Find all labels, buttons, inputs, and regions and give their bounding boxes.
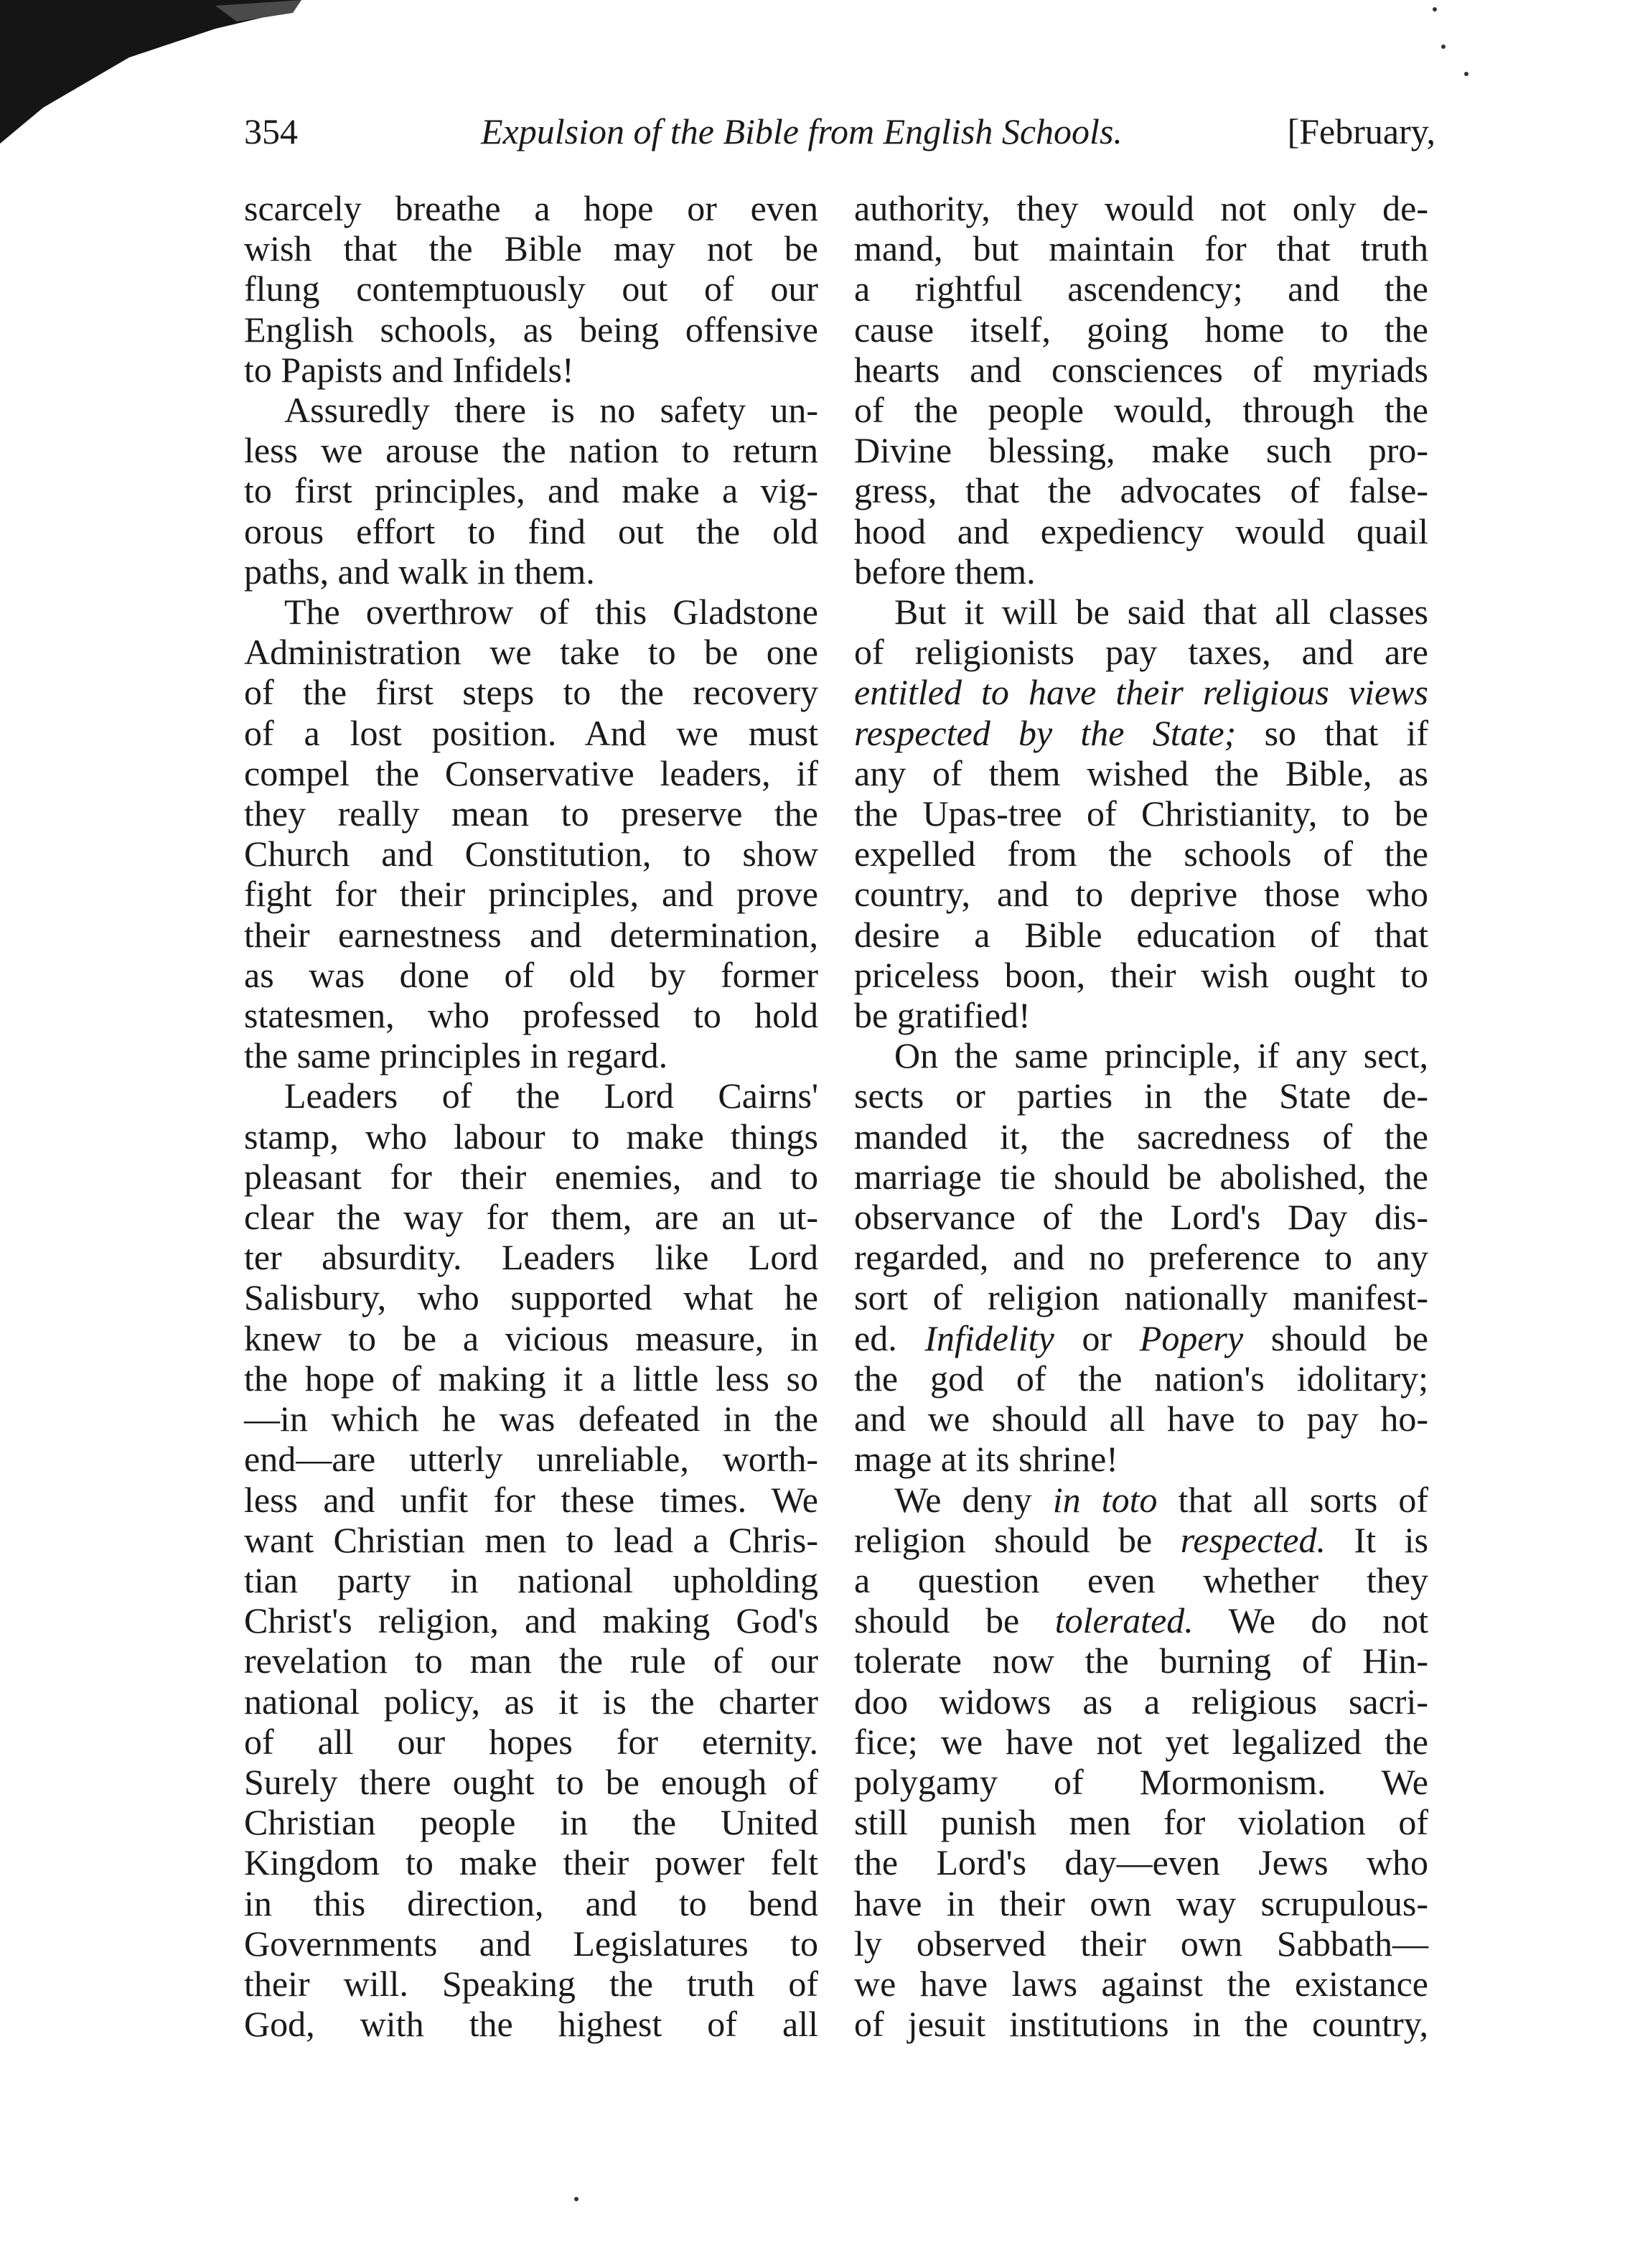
text-line: On the same principle, if any sect,: [894, 1035, 1428, 1076]
text-line: have in their own way scrupulous-: [854, 1882, 1428, 1923]
text-line: observance of the Lord's Day dis-: [854, 1197, 1428, 1238]
left-column: [244, 188, 818, 2044]
text-run: We do not: [1228, 1600, 1428, 1641]
text-line: expelled from the schools of the: [854, 834, 1428, 874]
italic-phrase: tolerated.: [1054, 1600, 1194, 1641]
text-line: and we should all have to pay ho-: [854, 1399, 1428, 1439]
text-line: [854, 1520, 1428, 1560]
italic-phrase: respected.: [1180, 1519, 1326, 1560]
text-line: mage at its shrine!: [854, 1439, 1118, 1480]
running-head: [244, 106, 1435, 157]
text-run: should be: [854, 1600, 1020, 1641]
text-line: any of them wished the Bible, as: [854, 752, 1428, 793]
text-line: of a lost position. And we must: [244, 712, 818, 753]
text-line: gress, that the advocates of false-: [854, 470, 1428, 511]
text-line: fight for their principles, and prove: [244, 874, 818, 915]
text-line: [854, 1480, 1428, 1520]
text-line: [854, 1600, 1428, 1641]
text-line: The overthrow of this Gladstone: [284, 592, 818, 633]
text-line: Christ's religion, and making God's: [244, 1600, 818, 1641]
text-run: It is: [1354, 1519, 1428, 1560]
text-line: orous effort to find out the old: [244, 510, 818, 551]
text-line: pleasant for their enemies, and to: [244, 1156, 818, 1197]
italic-phrase: Popery: [1139, 1317, 1244, 1358]
text-line: [854, 1318, 1428, 1358]
text-line: knew to be a vicious measure, in: [244, 1317, 818, 1358]
text-line: ter absurdity. Leaders like Lord: [244, 1237, 818, 1278]
text-line: Surely there ought to be enough of: [244, 1761, 818, 1802]
text-run: that all sorts of: [1178, 1479, 1429, 1520]
text-run: religion should be: [854, 1519, 1153, 1560]
text-line: sort of religion nationally manifest-: [854, 1277, 1428, 1318]
italic-phrase: respected by the State;: [854, 712, 1237, 753]
text-line: the hope of making it a little less so: [244, 1358, 818, 1399]
text-line: want Christian men to lead a Chris-: [244, 1519, 818, 1560]
text-line: compel the Conservative leaders, if: [244, 752, 818, 793]
text-line: hood and expediency would quail: [854, 510, 1428, 551]
page-number: 354: [244, 111, 298, 151]
text-line: of all our hopes for eternity.: [244, 1721, 818, 1762]
text-line: of the first steps to the recovery: [244, 672, 818, 713]
text-line: ly observed their own Sabbath—: [854, 1923, 1428, 1964]
issue-date: [February,: [1287, 111, 1435, 151]
text-line: sects or parties in the State de-: [854, 1075, 1428, 1116]
text-line: Assuredly there is no safety un-: [284, 390, 818, 431]
scan-speck: [1464, 72, 1468, 76]
text-line: a question even whether they: [854, 1559, 1428, 1600]
text-line: regarded, and no preference to any: [854, 1237, 1428, 1278]
text-line: marriage tie should be abolished, the: [854, 1156, 1428, 1197]
text-line: paths, and walk in them.: [244, 551, 595, 592]
scan-speck: [574, 2197, 578, 2201]
text-line: Kingdom to make their power felt: [244, 1842, 818, 1883]
text-line: as was done of old by former: [244, 954, 818, 995]
text-line: Leaders of the Lord Cairns': [284, 1075, 818, 1116]
text-line: their earnestness and determination,: [244, 914, 818, 955]
text-line: manded it, the sacredness of the: [854, 1116, 1428, 1157]
text-line: be gratified!: [854, 995, 1031, 1036]
text-line: hearts and consciences of myriads: [854, 349, 1428, 390]
text-line: [854, 713, 1428, 753]
text-line: to first principles, and make a vig-: [244, 470, 818, 511]
text-line: polygamy of Mormonism. We: [854, 1761, 1428, 1802]
text-line: of religionists pay taxes, and are: [854, 632, 1428, 673]
text-line: tian party in national upholding: [244, 1559, 818, 1600]
text-line: mand, but maintain for that truth: [854, 228, 1428, 269]
text-line: the Lord's day—even Jews who: [854, 1842, 1428, 1883]
text-line: —in which he was defeated in the: [244, 1399, 818, 1439]
text-line: [854, 672, 1428, 712]
text-line: Christian people in the United: [244, 1802, 818, 1843]
text-line: still punish men for violation of: [854, 1802, 1428, 1843]
text-line: Governments and Legislatures to: [244, 1923, 818, 1964]
text-line: stamp, who labour to make things: [244, 1116, 818, 1157]
text-line: scarcely breathe a hope or even: [244, 188, 818, 228]
text-line: end—are utterly unreliable, worth-: [244, 1439, 818, 1480]
italic-phrase: entitled to have their religious views: [854, 672, 1428, 713]
text-line: tolerate now the burning of Hin-: [854, 1641, 1428, 1681]
text-line: country, and to deprive those who: [854, 874, 1428, 915]
text-line: Divine blessing, make such pro-: [854, 430, 1428, 471]
italic-phrase: in toto: [1052, 1479, 1158, 1520]
text-line: clear the way for them, are an ut-: [244, 1197, 818, 1238]
text-line: Salisbury, who supported what he: [244, 1277, 818, 1318]
text-line: Church and Constitution, to show: [244, 834, 818, 874]
text-line: we have laws against the existance: [854, 1963, 1428, 2004]
text-line: of jesuit institutions in the country,: [854, 2004, 1428, 2045]
running-title: Expulsion of the Bible from English Schools.: [481, 111, 1123, 151]
text-line: But it will be said that all classes: [894, 592, 1428, 633]
text-line: God, with the highest of all: [244, 2004, 818, 2045]
text-line: wish that the Bible may not be: [244, 228, 818, 269]
text-line: Administration we take to be one: [244, 632, 818, 673]
text-run: so that if: [1264, 712, 1429, 753]
text-line: less we arouse the nation to return: [244, 430, 818, 471]
scan-speck: [1441, 45, 1446, 49]
text-line: statesmen, who professed to hold: [244, 995, 818, 1036]
text-run: ed.: [854, 1317, 897, 1358]
text-line: flung contemptuously out of our: [244, 269, 818, 309]
italic-phrase: Infidelity: [924, 1317, 1054, 1358]
text-line: the Upas-tree of Christianity, to be: [854, 793, 1428, 834]
text-line: the god of the nation's idolitary;: [854, 1358, 1428, 1399]
text-line: their will. Speaking the truth of: [244, 1963, 818, 2004]
text-line: cause itself, going home to the: [854, 309, 1428, 350]
text-line: priceless boon, their wish ought to: [854, 954, 1428, 995]
text-line: before them.: [854, 551, 1036, 592]
text-line: they really mean to preserve the: [244, 793, 818, 834]
text-line: fice; we have not yet legalized the: [854, 1721, 1428, 1762]
scan-speck: [1433, 7, 1437, 11]
text-line: revelation to man the rule of our: [244, 1641, 818, 1681]
text-line: the same principles in regard.: [244, 1035, 668, 1076]
text-line: national policy, as it is the charter: [244, 1681, 818, 1722]
text-line: to Papists and Infidels!: [244, 349, 574, 390]
text-run: should be: [1270, 1317, 1428, 1358]
text-line: authority, they would not only de-: [854, 188, 1428, 228]
text-line: doo widows as a religious sacri-: [854, 1681, 1428, 1722]
text-line: less and unfit for these times. We: [244, 1479, 818, 1520]
text-line: desire a Bible education of that: [854, 914, 1428, 955]
text-line: in this direction, and to bend: [244, 1882, 818, 1923]
text-run: We deny: [894, 1479, 1032, 1520]
text-line: English schools, as being offensive: [244, 309, 818, 350]
text-run: or: [1082, 1317, 1112, 1358]
text-line: of the people would, through the: [854, 390, 1428, 431]
text-line: a rightful ascendency; and the: [854, 269, 1428, 309]
right-column: [854, 188, 1428, 2044]
